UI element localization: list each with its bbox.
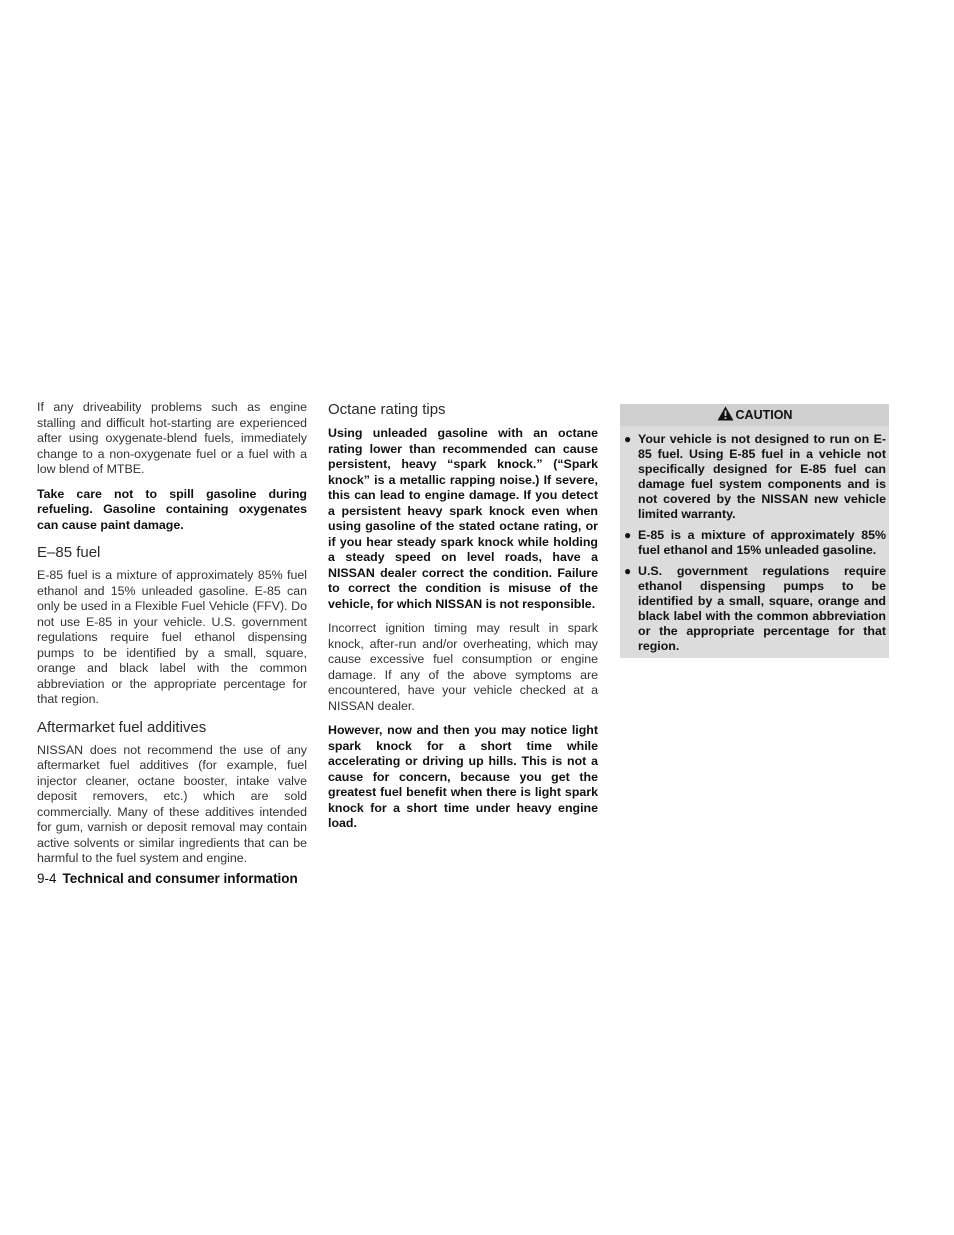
warning-triangle-icon bbox=[717, 406, 734, 421]
spill-warning-paragraph: Take care not to spill gasoline during refueling. Gasoline containing oxygenates can cause paint damage. bbox=[37, 486, 307, 532]
column-middle bbox=[328, 400, 598, 832]
caution-header bbox=[620, 404, 889, 426]
bullet-icon: ● bbox=[624, 432, 632, 446]
caution-item: ● Your vehicle is not designed to run on E-85 fuel. Using E-85 fuel in a vehicle not specifically designed for E-85 fuel can damage fuel system components and is not covered by the NISSAN new vehicle limited warranty. bbox=[624, 432, 886, 521]
caution-item: ● U.S. government regulations require ethanol dispensing pumps to be identified by a small, square, orange and black label with the common abbreviation or the appropriate percentage for that region. bbox=[624, 564, 886, 653]
page-footer bbox=[37, 871, 298, 886]
caution-list bbox=[620, 432, 889, 654]
caution-box bbox=[620, 404, 889, 658]
aftermarket-additives-paragraph: NISSAN does not recommend the use of any aftermarket fuel additives (for example, fuel injector cleaner, octane booster, intake valve deposit removers, etc.) which are sold commercially. Many of these additives intended for gum, varnish or deposit removal may contain active solvents or similar ingredients that can be harmful to the fuel system and engine. bbox=[37, 742, 307, 865]
aftermarket-additives-heading: Aftermarket fuel additives bbox=[37, 718, 207, 736]
caution-title: CAUTION bbox=[735, 408, 793, 422]
section-title: Technical and consumer information bbox=[62, 871, 298, 886]
octane-warning-paragraph: Using unleaded gasoline with an octane rating lower than recommended can cause persistent, heavy “spark knock.” (“Spark knock” is a metallic rapping noise.) If severe, this can lead to engine damage. If you detect a persistent heavy spark knock even when using gasoline of the stated octane rating, or if you hear steady spark knock while holding a steady speed on level roads, have a NISSAN dealer correct the condition. Failure to correct the condition is misuse of the vehicle, for which NISSAN is not responsible. bbox=[328, 426, 598, 611]
bullet-icon: ● bbox=[624, 528, 632, 542]
column-left bbox=[37, 400, 307, 867]
bullet-icon: ● bbox=[624, 564, 632, 578]
light-spark-knock-paragraph: However, now and then you may notice light spark knock for a short time while accelerating or driving up hills. This is not a cause for concern, because you get the greatest fuel benefit when there is light spark knock for a short time under heavy engine load. bbox=[328, 723, 598, 830]
ignition-timing-paragraph: Incorrect ignition timing may result in spark knock, after-run and/or overheating, which may cause excessive fuel consumption or engine damage. If any of the above symptoms are encountered, have your vehicle checked at a NISSAN dealer. bbox=[328, 621, 598, 713]
caution-item: ● E-85 is a mixture of approximately 85% fuel ethanol and 15% unleaded gasoline. bbox=[624, 528, 886, 557]
octane-rating-heading: Octane rating tips bbox=[328, 401, 446, 418]
oxygenate-driveability-paragraph: If any driveability problems such as engine stalling and difficult hot-starting are experienced after using oxygenate-blend fuels, immediately change to a non-oxygenate fuel or a fuel with a low blend of MTBE. bbox=[37, 400, 307, 476]
e85-fuel-heading: E–85 fuel bbox=[37, 544, 101, 561]
page-number: 9-4 bbox=[37, 871, 57, 886]
e85-fuel-paragraph: E-85 fuel is a mixture of approximately 85% fuel ethanol and 15% unleaded gasoline. E-85 can only be used in a Flexible Fuel Vehicle (FFV). Do not use E-85 in your vehicle. U.S. government regulations require fuel ethanol dispensing pumps to be identified by a small, square, orange and black label with the common abbreviation or the appropriate percentage for that region. bbox=[37, 568, 307, 706]
column-right bbox=[620, 400, 889, 658]
